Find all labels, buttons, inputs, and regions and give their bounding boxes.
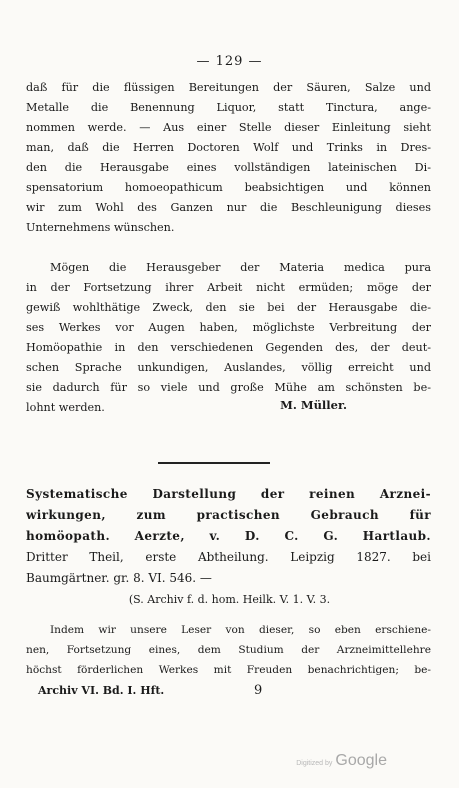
page-number: — 129 — (196, 54, 263, 69)
title-line: Systematische Darstellung der reinen Arznei- (26, 487, 431, 501)
signature-mark: Archiv VI. Bd. I. Hft. (38, 684, 165, 697)
text-line: sie dadurch für so viele und große Mühe am schönsten be- (26, 381, 431, 394)
paragraph-2 (26, 258, 431, 418)
text-line: höchst förderlichen Werkes mit Freuden benachrichtigen; be- (26, 664, 431, 676)
text-line: spensatorium homoeopathicum beabsichtigen und können (26, 181, 431, 194)
text-line: Mögen die Herausgeber der Materia medica pura (50, 261, 431, 274)
text-line: lohnt werden. (26, 401, 105, 414)
text-line: gewiß wohlthätige Zweck, den sie bei der Herausgabe die- (26, 301, 431, 314)
watermark-prefix: Digitized by (296, 760, 333, 767)
title-line: Baumgärtner. gr. 8. VI. 546. — (26, 571, 212, 585)
review-title (26, 484, 431, 589)
text-line: daß für die flüssigen Bereitungen der Säuren, Salze und (26, 81, 431, 94)
watermark-brand: Google (335, 752, 387, 769)
digitization-watermark (296, 752, 387, 770)
title-line: Dritter Theil, erste Abtheilung. Leipzig 1827. bei (26, 550, 431, 564)
text-line: wir zum Wohl des Ganzen nur die Beschleunigung dieses (26, 201, 431, 214)
text-line: in der Fortsetzung ihrer Arbeit nicht ermüden; möge der (26, 281, 431, 294)
text-line: Homöopathie in den verschiedenen Gegenden des, der deut- (26, 341, 431, 354)
sheet-number: 9 (254, 683, 263, 698)
text-line: den die Herausgabe eines vollständigen lateinischen Di- (26, 161, 431, 174)
paragraph-3 (26, 620, 431, 680)
text-line: man, daß die Herren Doctoren Wolf und Trinks in Dres- (26, 141, 431, 154)
text-line: nen, Fortsetzung eines, dem Studium der Arzneimittellehre (26, 644, 431, 656)
paragraph-1 (26, 78, 431, 238)
text-line: Indem wir unsere Leser von dieser, so eben erschiene- (50, 624, 431, 636)
section-divider (158, 462, 270, 464)
archive-reference: (S. Archiv f. d. hom. Heilk. V. 1. V. 3. (128, 593, 331, 606)
text-line: ses Werkes vor Augen haben, möglichste Verbreitung der (26, 321, 431, 334)
title-line: homöopath. Aerzte, v. D. C. G. Hartlaub. (26, 529, 431, 543)
text-line: Metalle die Benennung Liquor, statt Tinctura, ange- (26, 101, 431, 114)
text-line: nommen werde. — Aus einer Stelle dieser Einleitung sieht (26, 121, 431, 134)
text-line: Unternehmens wünschen. (26, 221, 175, 234)
title-line: wirkungen, zum practischen Gebrauch für (26, 508, 431, 522)
text-line: schen Sprache unkundigen, Auslandes, völlig erreicht und (26, 361, 431, 374)
author-signature: M. Müller. (280, 398, 347, 412)
